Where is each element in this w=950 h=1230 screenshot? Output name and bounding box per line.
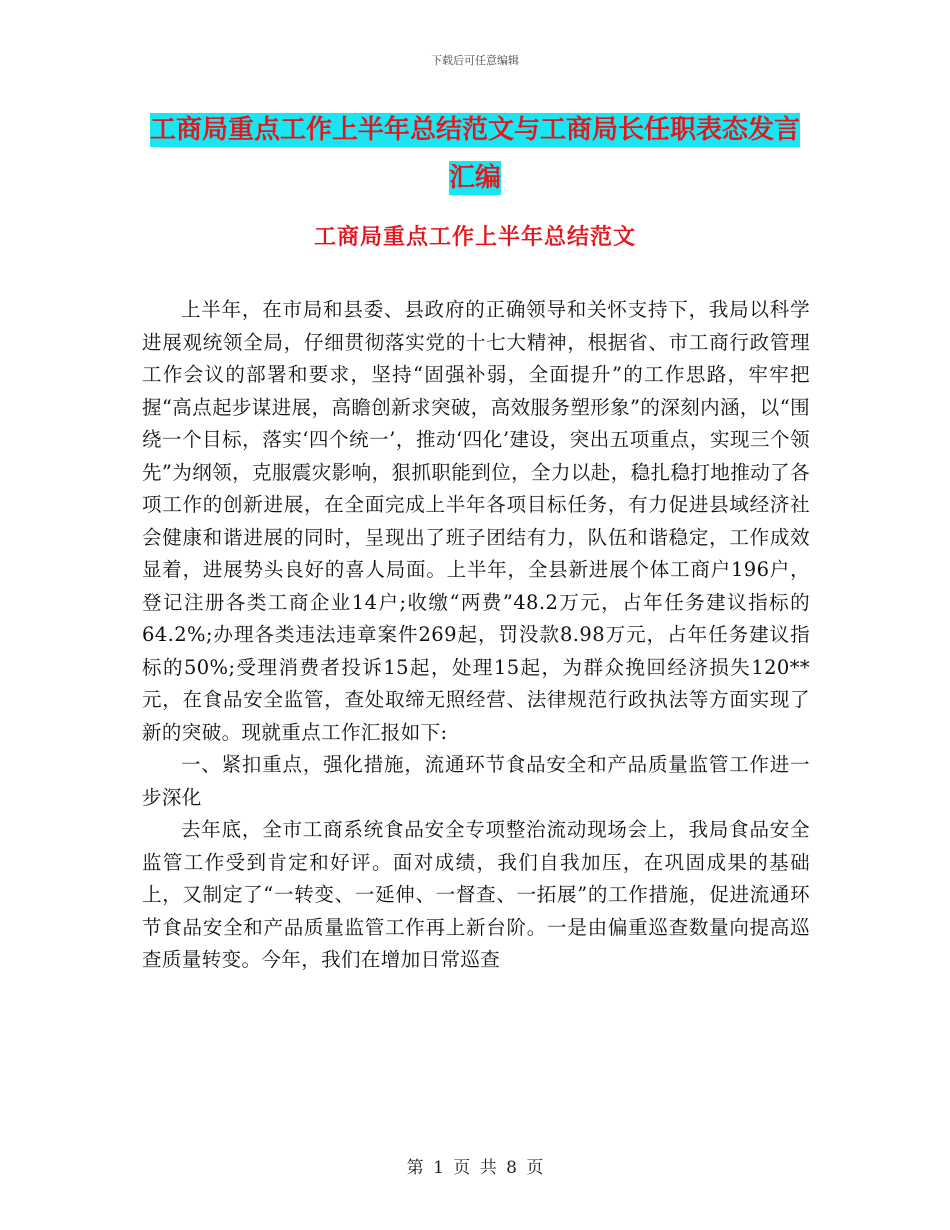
paragraph-intro: 上半年，在市局和县委、县政府的正确领导和关怀支持下，我局以科学进展观统领全局，仔细贯彻落实党的十七大精神，根据省、市工商行政管理工作会议的部署和要求，坚持“固强补弱，全面提升”的工作思路，牢牢把握“高点起步谋进展，高瞻创新求突破，高效服务塑形象”的深刻内涵，以“围绕一个目标，落实‘四个统一’，推动‘四化’建设，突出五项重点，实现三个领先”为纲领，克服震灾影响，狠抓职能到位，全力以赴，稳扎稳打地推动了各项工作的创新进展，在全面完成上半年各项目标任务，有力促进县域经济社会健康和谐进展的同时，呈现出了班子团结有力，队伍和谐稳定，工作成效显着，进展势头良好的喜人局面。上半年，全县新进展个体工商户196户，登记注册各类工商企业14户;收缴“两费”48.2万元，占年任务建议指标的64.2%;办理各类违法违章案件269起，罚没款8.98万元，占年任务建议指标的50%;受理消费者投诉15起，处理15起，为群众挽回经济损失120**元，在食品安全监管，查处取缔无照经营、法律规范行政执法等方面实现了新的突破。现就重点工作汇报如下:: [142, 298, 810, 744]
document-title-text: 工商局重点工作上半年总结范文与工商局长任职表态发言汇编: [149, 115, 800, 193]
page-header-note: 下载后可任意编辑: [431, 54, 519, 67]
document-title: [140, 106, 810, 202]
section-title: 工商局重点工作上半年总结范文: [313, 225, 636, 250]
paragraph-heading-one: 一、紧扣重点，强化措施，流通环节食品安全和产品质量监管工作进一步深化: [142, 753, 810, 809]
document-body: [142, 294, 810, 977]
paragraph-food-safety: 去年底，全市工商系统食品安全专项整治流动现场会上，我局食品安全监管工作受到肯定和好评。面对成绩，我们自我加压，在巩固成果的基础上，又制定了“一转变、一延伸、一督查、一拓展”的工作措施，促进流通环节食品安全和产品质量监管工作再上新台阶。一是由偏重巡查数量向提高巡查质量转变。今年，我们在增加日常巡查: [142, 818, 810, 971]
page-number: 第 1 页 共 8 页: [406, 1158, 544, 1178]
